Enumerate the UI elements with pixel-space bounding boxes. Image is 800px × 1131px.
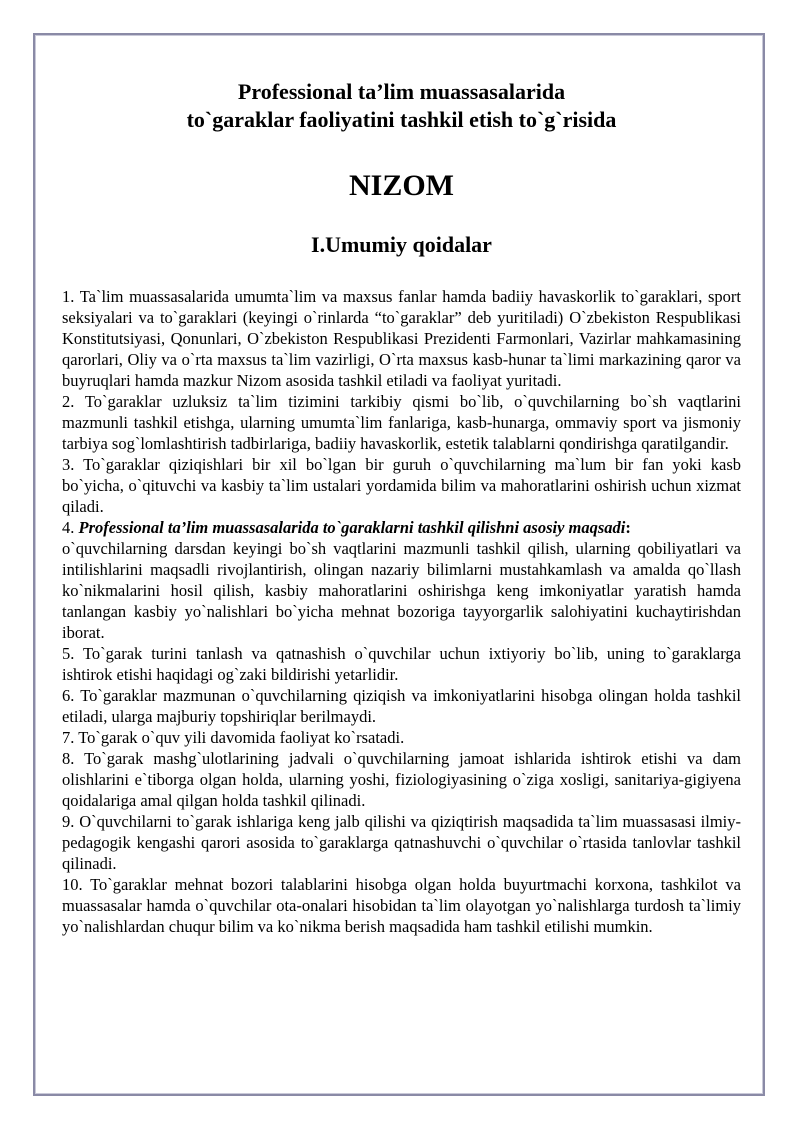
- paragraph-8: 8. To`garak mashg`ulotlarining jadvali o`quvchilarning jamoat ishlarida ishtirok etishi va dam olishlarini e`tiborga olgan holda, ularning yoshi, fiziologiyasining o`ziga xosligi, sanitariya-gigiyena qoidalariga amal qilgan holda tashkil qilinadi.: [62, 749, 741, 810]
- paragraph-4-heading: [62, 517, 741, 538]
- paragraph-5: 5. To`garak turini tanlash va qatnashish o`quvchilar uchun ixtiyoriy bo`lib, uning to`garaklarga ishtirok etishi haqidagi og`zaki bildirishi yetarlidir.: [62, 644, 741, 684]
- section-title: I.Umumiy qoidalar: [311, 232, 492, 257]
- paragraph-10: 10. To`garaklar mehnat bozori talablarini hisobga olgan holda buyurtmachi korxona, tashkilot va muassasalar hamda o`quvchilar ota-onalari hisobidan ta`lim olayotgan yo`nalishlarga turdosh ta`limiy yo`nalishlardan chuqur bilim va ko`nikma berish maqsadida ham tashkil etilishi mumkin.: [62, 875, 741, 936]
- paragraph-4-colon: :: [625, 518, 631, 537]
- paragraph-4-number: 4.: [62, 518, 79, 537]
- document-title: [62, 78, 741, 134]
- paragraph-3: 3. To`garaklar qiziqishlari bir xil bo`lgan bir guruh o`quvchilarning ma`lum bir fan yoki kasb bo`yicha, o`qituvchi va kasbiy ta`lim ustalari yordamida bilim va mahoratlarini oshirish uchun xizmat qiladi.: [62, 455, 741, 516]
- paragraph-6: 6. To`garaklar mazmunan o`quvchilarning qiziqish va imkoniyatlarini hisobga olingan holda tashkil etiladi, ularga majburiy topshiriqlar berilmaydi.: [62, 686, 741, 726]
- paragraph-2: 2. To`garaklar uzluksiz ta`lim tizimini tarkibiy qismi bo`lib, o`quvchilarning bo`sh vaqtlarini mazmunli tashkil etishga, ularning umumta`lim fanlariga, kasb-hunarga, ommaviy sport va jismoniy tarbiya sog`lomlashtirish tadbirlariga, badiiy havaskorlik, estetik talablarni qondirishga qaratilgandir.: [62, 392, 741, 453]
- document-content: [62, 78, 741, 937]
- document-body: [62, 286, 741, 937]
- title-line-2: to`garaklar faoliyatini tashkil etish to`g`risida: [186, 107, 617, 132]
- paragraph-4-body: o`quvchilarning darsdan keyingi bo`sh vaqtlarini mazmunli tashkil qilish, ularning qobiliyatlari va intilishlarini maqsadli rivojlantirish, olingan nazariy bilimlarni mustahkamlash va amalda qo`llash ko`nikmalarini hosil qilish, kasbiy mahoratlarini oshirishga keng imkoniyatlar yaratish hamda tanlangan kasbiy yo`nalishlari bo`yicha mehnat bozoriga tayyorgarlik salohiyatini kuchaytirishdan iborat.: [62, 539, 741, 642]
- document-heading: NIZOM: [349, 169, 454, 202]
- paragraph-9: 9. O`quvchilarni to`garak ishlariga keng jalb qilishi va qiziqtirish maqsadida ta`lim muassasasi ilmiy-pedagogik kengashi qarori asosida to`garaklarga qatnashuvchi o`quvchilar o`rtasida tanlovlar tashkil qilinadi.: [62, 812, 741, 873]
- title-line-1: Professional ta’lim muassasalarida: [237, 79, 566, 104]
- paragraph-1: 1. Ta`lim muassasalarida umumta`lim va maxsus fanlar hamda badiiy havaskorlik to`garaklari, sport seksiyalari va to`garaklari (keyingi o`rinlarda “to`garaklar” deb yuritiladi) O`zbekiston Respublikasi Konstitutsiyasi, Qonunlari, O`zbekiston Respublikasi Prezidenti Farmonlari, Vazirlar mahkamasining qarorlari, Oliy va o`rta maxsus ta`lim vazirligi, O`rta maxsus kasb-hunar ta`limi markazining qaror va buyruqlari hamda mazkur Nizom asosida tashkil etiladi va faoliyat yuritadi.: [62, 287, 741, 390]
- paragraph-4-title: Professional ta’lim muassasalarida to`garaklarni tashkil qilishni asosiy maqsadi: [78, 518, 626, 537]
- paragraph-7: 7. To`garak o`quv yili davomida faoliyat ko`rsatadi.: [62, 728, 405, 747]
